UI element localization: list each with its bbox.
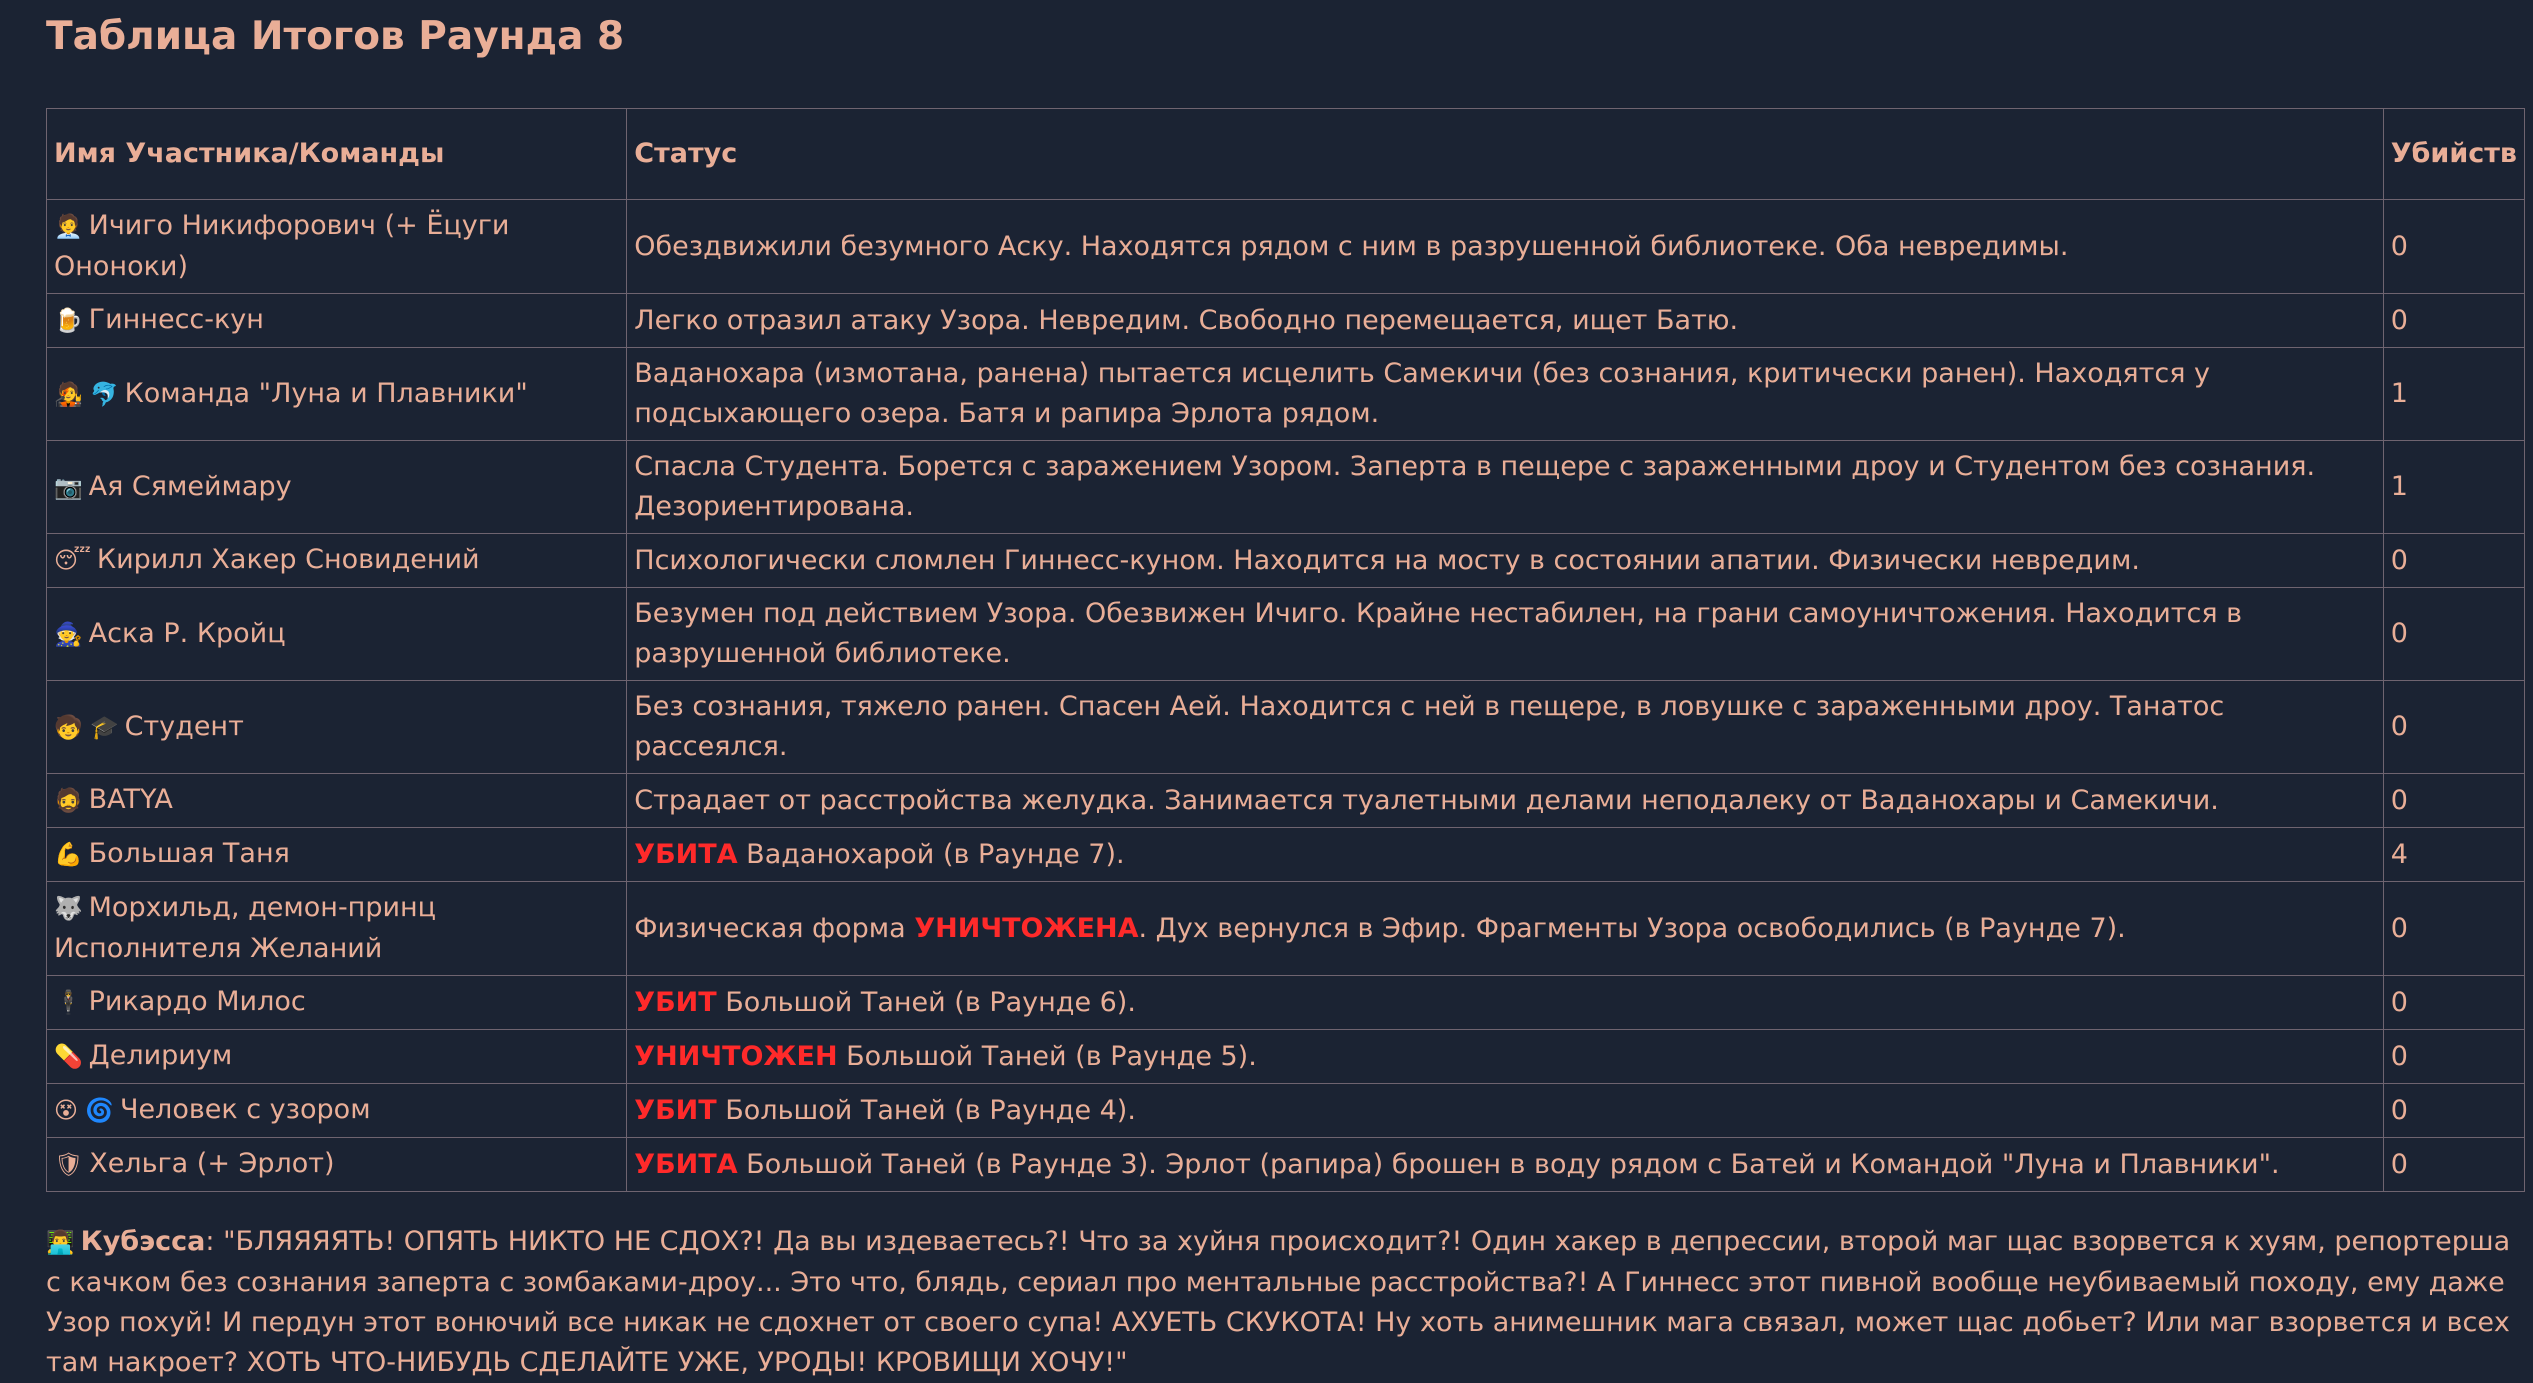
table-row [47, 294, 2525, 348]
participant-icon: 🕴 [54, 990, 83, 1016]
status-cell [627, 1084, 2383, 1138]
status-text: Легко отразил атаку Узора. Невредим. Свободно перемещается, ищет Батю. [634, 304, 1739, 336]
participant-cell [47, 200, 627, 294]
table-row [47, 976, 2525, 1030]
death-status: УНИЧТОЖЕН [634, 1040, 838, 1072]
kills-cell: 0 [2383, 976, 2524, 1030]
table-body [47, 200, 2525, 1192]
kills-cell: 4 [2383, 828, 2524, 882]
table-row [47, 1084, 2525, 1138]
participant-cell [47, 882, 627, 976]
participant-cell [47, 976, 627, 1030]
participant-cell [47, 1030, 627, 1084]
kills-cell: 1 [2383, 348, 2524, 441]
participant-icon: 🛡 [54, 1152, 84, 1178]
participant-name: Человек с узором [119, 1094, 371, 1125]
status-text: Ваданохара (измотана, ранена) пытается исцелить Самекичи (без сознания, критически ранен). Находятся у подсыхающего озера. Батя и рапира Эрлота рядом. [634, 358, 2211, 429]
participant-name: Команда "Луна и Плавники" [124, 377, 528, 409]
status-cell [627, 882, 2383, 976]
kills-cell: 0 [2383, 1030, 2524, 1084]
participant-cell [47, 774, 627, 828]
status-cell [627, 200, 2383, 294]
speaker-name: Кубэсса [80, 1226, 206, 1257]
status-text: Психологически сломлен Гиннесс-куном. Находится на мосту в состоянии апатии. Физически невредим. [634, 544, 2140, 576]
status-cell [627, 681, 2383, 774]
header-status: Статус [627, 109, 2383, 200]
status-cell [627, 534, 2383, 588]
participant-name: BATYA [88, 784, 173, 815]
header-kills: Убийств [2383, 109, 2524, 200]
participant-icon: 🐺 [54, 896, 83, 922]
participant-icon: 🧔 [54, 788, 83, 814]
participant-icon: 📷 [54, 474, 83, 501]
participant-name: Ичиго Никифорович (+ Ёцуги Ононоки) [54, 210, 510, 282]
status-cell [627, 441, 2383, 534]
table-row [47, 348, 2525, 441]
death-status: УБИТ [634, 986, 717, 1018]
participant-name: Большая Таня [88, 838, 290, 869]
participant-icon: 😴 [54, 548, 91, 574]
status-text: Безумен под действием Узора. Обезвижен Ичиго. Крайне нестабилен, на грани самоуничтожения. Находится в разрушенной библиотеке. [634, 598, 2243, 669]
kills-cell: 0 [2383, 534, 2524, 588]
status-cell [627, 976, 2383, 1030]
participant-name: Студент [124, 710, 244, 742]
results-table [46, 108, 2525, 1192]
participant-cell [47, 681, 627, 774]
participant-cell [47, 534, 627, 588]
status-text: Большой Таней (в Раунде 6). [716, 986, 1136, 1018]
participant-icon: 🧙 [54, 621, 83, 648]
participant-icon: 🧑‍💼 [54, 214, 83, 240]
kills-cell: 0 [2383, 681, 2524, 774]
kills-cell: 0 [2383, 588, 2524, 681]
participant-cell [47, 348, 627, 441]
participant-icon: 💪 [54, 842, 83, 868]
participant-name: Кирилл Хакер Сновидений [96, 544, 480, 575]
status-text: Большой Таней (в Раунде 4). [716, 1094, 1136, 1126]
status-text: Без сознания, тяжело ранен. Спасен Аей. Находится с ней в пещере, в ловушке с зараженными дроу. Танатос рассеялся. [634, 691, 2225, 762]
status-text: Большой Таней (в Раунде 3). Эрлот (рапира) брошен в воду рядом с Батей и Командой "Луна и Плавники". [737, 1148, 2280, 1180]
kills-cell: 0 [2383, 1138, 2524, 1192]
hacker-icon: 👨‍💻 [46, 1230, 75, 1256]
table-row [47, 441, 2525, 534]
participant-name: Ая Сямеймару [88, 470, 292, 502]
table-header-row [47, 109, 2525, 200]
participant-cell [47, 441, 627, 534]
status-cell [627, 294, 2383, 348]
status-cell [627, 1138, 2383, 1192]
participant-cell [47, 1084, 627, 1138]
table-row [47, 681, 2525, 774]
participant-name: Гиннесс-кун [88, 304, 264, 335]
host-comment [46, 1222, 2525, 1383]
table-row [47, 882, 2525, 976]
status-cell [627, 774, 2383, 828]
participant-cell [47, 588, 627, 681]
page-title: Таблица Итогов Раунда 8 [46, 14, 625, 59]
status-cell [627, 588, 2383, 681]
death-status: УБИТА [634, 1148, 738, 1180]
participant-name: Делириум [88, 1040, 233, 1071]
header-name: Имя Участника/Команды [47, 109, 627, 200]
kills-cell: 0 [2383, 774, 2524, 828]
participant-name: Рикардо Милос [88, 986, 306, 1017]
death-status: УНИЧТОЖЕНА [914, 912, 1139, 944]
status-text: Большой Таней (в Раунде 5). [837, 1040, 1257, 1072]
status-cell [627, 348, 2383, 441]
status-cell [627, 1030, 2383, 1084]
table-row [47, 1138, 2525, 1192]
death-status: УБИТ [634, 1094, 717, 1126]
participant-cell [47, 828, 627, 882]
comment-text: : "БЛЯЯЯЯТЬ! ОПЯТЬ НИКТО НЕ СДОХ?! Да вы издеваетесь?! Что за хуйня происходит?! Один хакер в депрессии, второй маг щас взорвется к хуям, репортерша с качком без сознания заперта с зомбаками-дроу... Это что, блядь, сериал про ментальные расстройства?! А Гиннесс этот пивной вообще неубиваемый походу, ему даже Узор похуй! И пердун этот вонючий все никак не сдохнет от своего супа! АХУЕТЬ СКУКОТА! Ну хоть анимешник мага связал, может щас добьет? Или маг взорвется и всех там накроет? ХОТЬ ЧТО-НИБУДЬ СДЕЛАЙТЕ УЖЕ, УРОДЫ! КРОВИЩИ ХОЧУ!" [46, 1226, 2511, 1378]
status-text: . Дух вернулся в Эфир. Фрагменты Узора освободились (в Раунде 7). [1138, 912, 2126, 944]
table-row [47, 588, 2525, 681]
participant-cell [47, 294, 627, 348]
participant-icon: 😵 🌀 [54, 1098, 114, 1124]
table-row [47, 828, 2525, 882]
status-text: Обездвижили безумного Аску. Находятся рядом с ним в разрушенной библиотеке. Оба невредимы. [634, 230, 2069, 262]
participant-icon: 💊 [54, 1044, 83, 1070]
participant-name: Морхильд, демон-принц Исполнителя Желаний [54, 892, 437, 964]
participant-icon: 🧒 🎓 [54, 714, 119, 741]
death-status: УБИТА [634, 838, 738, 870]
participant-icon: 🧑‍🎤 🐬 [54, 381, 119, 408]
status-text: Ваданохарой (в Раунде 7). [737, 838, 1125, 870]
kills-cell: 0 [2383, 200, 2524, 294]
status-text: Физическая форма [634, 912, 915, 944]
kills-cell: 0 [2383, 1084, 2524, 1138]
participant-name: Аска Р. Кройц [88, 617, 286, 649]
kills-cell: 1 [2383, 441, 2524, 534]
participant-cell [47, 1138, 627, 1192]
table-row [47, 1030, 2525, 1084]
status-cell [627, 828, 2383, 882]
status-text: Страдает от расстройства желудка. Занимается туалетными делами неподалеку от Ваданохары и Самекичи. [634, 784, 2219, 816]
status-text: Спасла Студента. Борется с заражением Узором. Заперта в пещере с зараженными дроу и Студентом без сознания. Дезориентирована. [634, 451, 2316, 522]
table-row [47, 774, 2525, 828]
kills-cell: 0 [2383, 294, 2524, 348]
participant-icon: 🍺 [54, 308, 83, 334]
participant-name: Хельга (+ Эрлот) [89, 1148, 335, 1179]
table-row [47, 200, 2525, 294]
kills-cell: 0 [2383, 882, 2524, 976]
table-row [47, 534, 2525, 588]
